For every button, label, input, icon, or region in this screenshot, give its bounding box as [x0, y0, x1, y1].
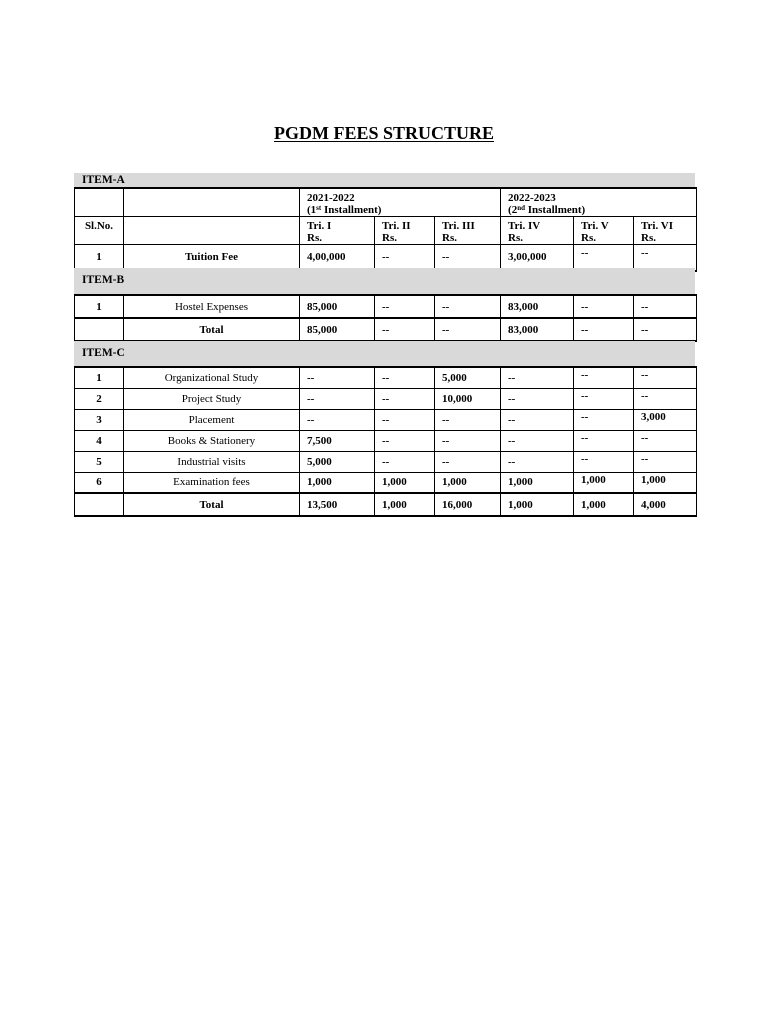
- tri-2-header: Tri. II Rs.: [375, 217, 435, 245]
- installment-note-1: (1st Installment): [307, 204, 382, 216]
- year-header-2022: 2022-2023 (2nd Installment): [501, 188, 697, 217]
- item-a-table: [74, 187, 697, 272]
- total-row: Total 85,000 -- -- 83,000 -- --: [75, 318, 697, 341]
- year-header-2021: 2021-2022 (1st Installment): [300, 188, 501, 217]
- tri-5-header: Tri. V Rs.: [574, 217, 634, 245]
- table-row: 1 Hostel Expenses 85,000 -- -- 83,000 -- --: [75, 295, 697, 318]
- section-header-item-a: ITEM-A: [74, 173, 695, 187]
- tri-4-header: Tri. IV Rs.: [501, 217, 574, 245]
- section-header-item-b: ITEM-B: [74, 268, 695, 294]
- table-row: 5 Industrial visits 5,000 -- -- -- -- --: [75, 451, 697, 472]
- total-row: Total 13,500 1,000 16,000 1,000 1,000 4,000: [75, 493, 697, 516]
- table-row: 3 Placement -- -- -- -- -- 3,000: [75, 409, 697, 430]
- section-header-item-c: ITEM-C: [74, 341, 695, 366]
- item-c-table: [74, 366, 697, 517]
- item-b-table: [74, 294, 697, 342]
- table-row: 6 Examination fees 1,000 1,000 1,000 1,000 1,000 1,000: [75, 472, 697, 493]
- page-title: PGDM FEES STRUCTURE: [273, 123, 495, 143]
- table-row: 2 Project Study -- -- 10,000 -- -- --: [75, 388, 697, 409]
- table-row: 1 Tuition Fee 4,00,000 -- -- 3,00,000 -- --: [75, 245, 697, 271]
- tri-3-header: Tri. III Rs.: [435, 217, 501, 245]
- tri-1-header: Tri. I Rs.: [300, 217, 375, 245]
- tri-6-header: Tri. VI Rs.: [634, 217, 697, 245]
- table-row: 1 Organizational Study -- -- 5,000 -- -- --: [75, 367, 697, 388]
- slno-header: Sl.No.: [75, 217, 124, 245]
- table-row: 4 Books & Stationery 7,500 -- -- -- -- --: [75, 430, 697, 451]
- installment-note-2: (2nd Installment): [508, 204, 586, 216]
